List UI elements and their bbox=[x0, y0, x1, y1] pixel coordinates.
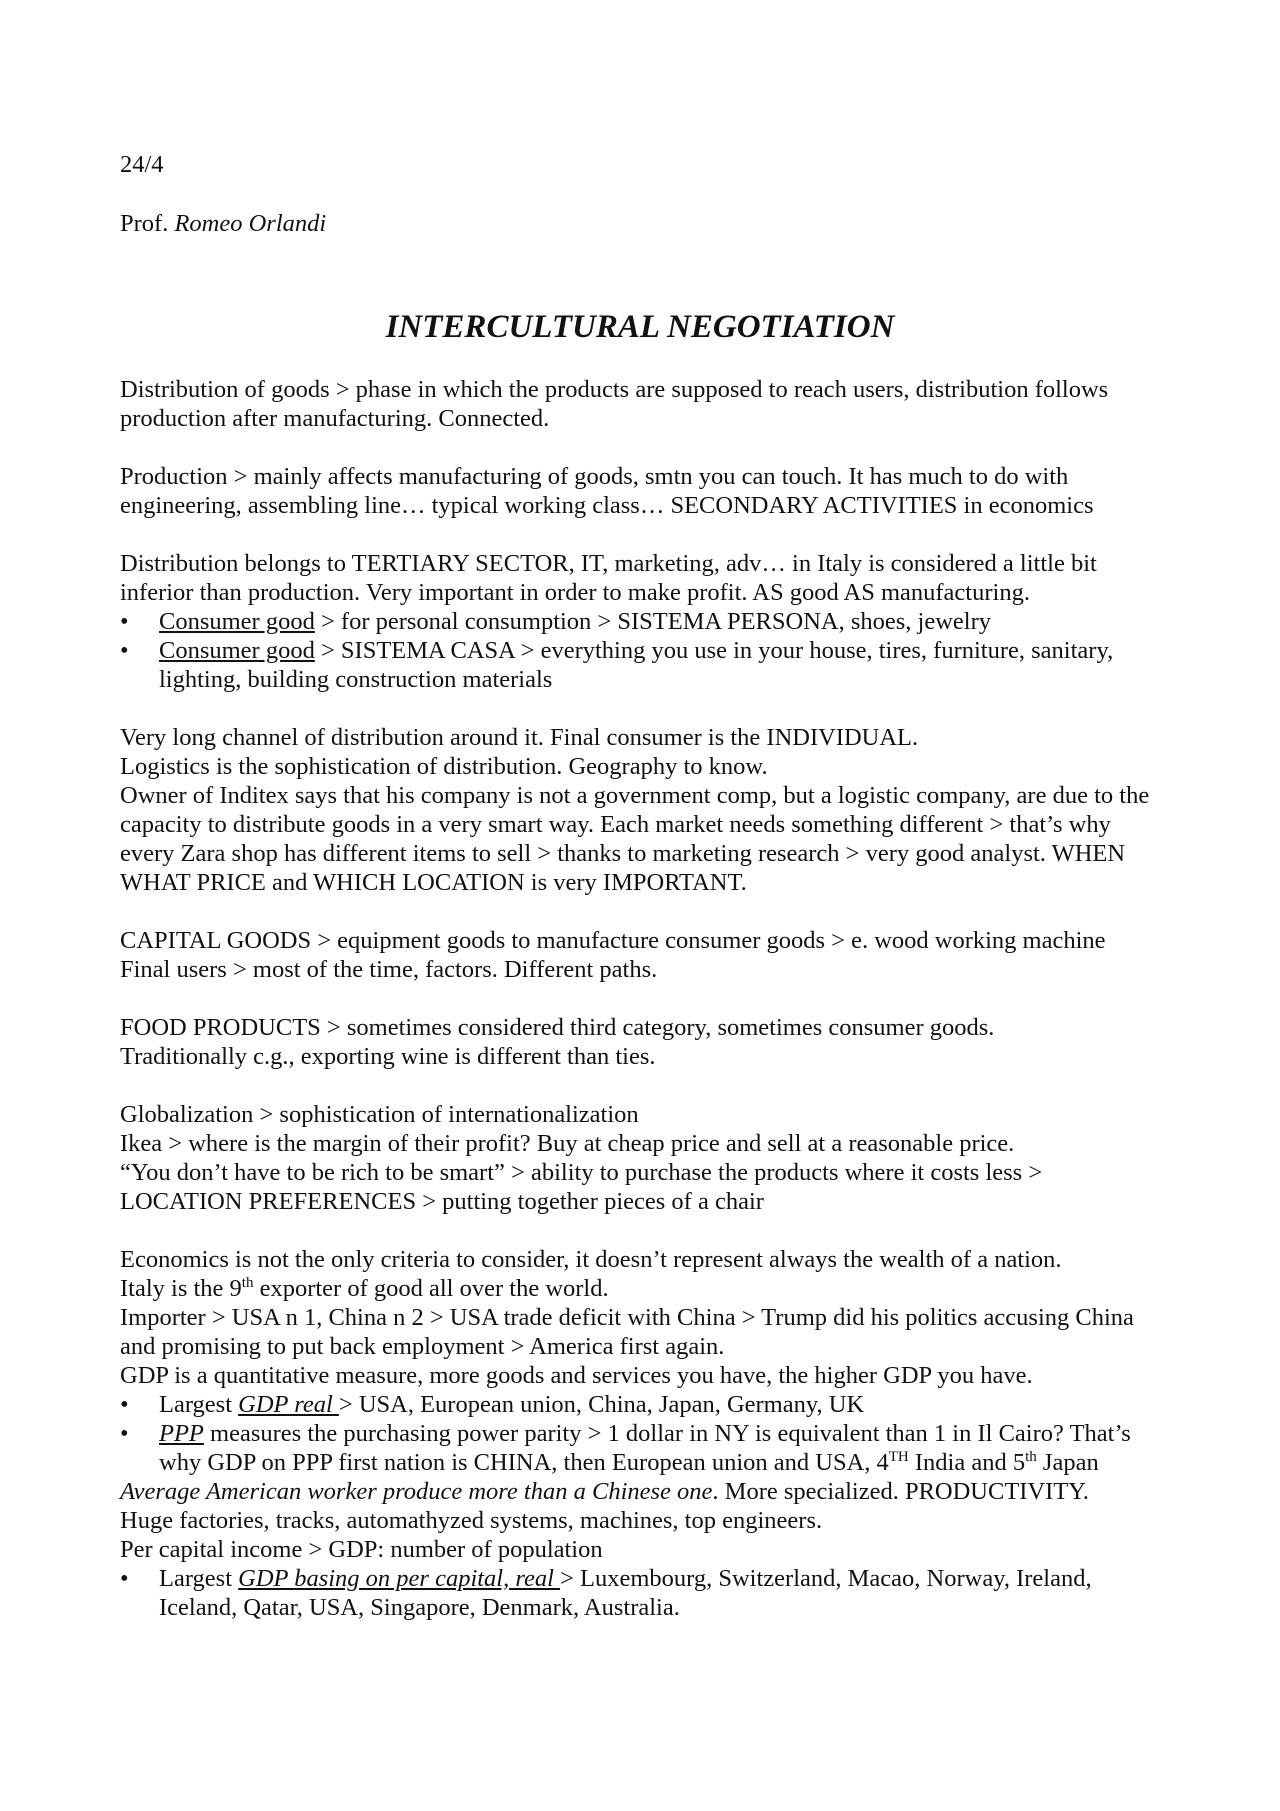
gdp-list bbox=[120, 1390, 1160, 1477]
list-item bbox=[120, 607, 1160, 636]
professor-line bbox=[120, 209, 1160, 238]
text-span: > USA, European union, China, Japan, Germany, UK bbox=[338, 1391, 865, 1418]
date-line: 24/4 bbox=[120, 151, 164, 178]
per-capita-list bbox=[120, 1564, 1160, 1622]
italic-statement: Average American worker produce more than a Chinese one bbox=[120, 1478, 713, 1505]
text-span: Largest bbox=[159, 1391, 239, 1418]
text-line: Logistics is the sophistication of distribution. Geography to know. bbox=[120, 753, 768, 780]
text-span: Japan bbox=[1036, 1449, 1099, 1476]
list-item-text: > SISTEMA CASA > everything you use in your house, tires, furniture, sanitary, lighting, building construction materials bbox=[159, 637, 1114, 693]
gdp-per-capita-label: GDP basing on per capital, real bbox=[238, 1565, 561, 1592]
text-line: Very long channel of distribution around it. Final consumer is the INDIVIDUAL. bbox=[120, 724, 919, 751]
text-line bbox=[120, 1274, 1160, 1303]
block-capital-goods bbox=[120, 926, 1160, 984]
text-line: CAPITAL GOODS > equipment goods to manufacture consumer goods > e. wood working machine bbox=[120, 927, 1106, 954]
text-span: Italy is the 9 bbox=[120, 1275, 242, 1302]
list-item bbox=[120, 636, 1160, 694]
block-logistics bbox=[120, 723, 1160, 897]
ppp-label: PPP bbox=[159, 1420, 204, 1447]
text-line: Huge factories, tracks, automathyzed systems, machines, top engineers. bbox=[120, 1507, 823, 1534]
block-economics bbox=[120, 1245, 1160, 1622]
paragraph-distribution: Distribution of goods > phase in which the products are supposed to reach users, distribution follows production after manufacturing. Connected. bbox=[120, 376, 1109, 432]
professor-prefix: Prof. bbox=[120, 210, 175, 237]
bullet-symbol: • bbox=[120, 1565, 129, 1592]
consumer-good-label: Consumer good bbox=[159, 637, 315, 664]
paragraph-production: Production > mainly affects manufacturing of goods, smtn you can touch. It has much to do with engineering, assembling line… typical working class… SECONDARY ACTIVITIES in economics bbox=[120, 463, 1094, 519]
list-item bbox=[120, 1419, 1160, 1477]
list-item-text: > for personal consumption > SISTEMA PERSONA, shoes, jewelry bbox=[314, 608, 992, 635]
text-line: Owner of Inditex says that his company is not a government comp, but a logistic company, are due to the capacity to distribute goods in a very smart way. Each market needs something different > that’s why every Zara shop has different items to sell > thanks to marketing research > very good analyst. WHEN WHAT PRICE and WHICH LOCATION is very IMPORTANT. bbox=[120, 782, 1150, 896]
superscript: th bbox=[241, 1274, 254, 1291]
text-span: exporter of good all over the world. bbox=[253, 1275, 609, 1302]
list-item bbox=[120, 1390, 1160, 1419]
text-line: Globalization > sophistication of internationalization bbox=[120, 1101, 639, 1128]
consumer-goods-list bbox=[120, 607, 1160, 694]
consumer-good-label: Consumer good bbox=[159, 608, 315, 635]
bullet-symbol: • bbox=[120, 608, 129, 635]
text-line: Importer > USA n 1, China n 2 > USA trade deficit with China > Trump did his politics accusing China and promising to put back employment > America first again. bbox=[120, 1304, 1134, 1360]
text-line bbox=[120, 1477, 1160, 1506]
bullet-symbol: • bbox=[120, 637, 129, 664]
text-line: GDP is a quantitative measure, more goods and services you have, the higher GDP you have. bbox=[120, 1362, 1033, 1389]
text-line: Per capital income > GDP: number of population bbox=[120, 1536, 603, 1563]
text-span: . More specialized. PRODUCTIVITY. bbox=[712, 1478, 1089, 1505]
block-food-products bbox=[120, 1013, 1160, 1071]
block-globalization bbox=[120, 1100, 1160, 1216]
bullet-symbol: • bbox=[120, 1391, 129, 1418]
text-span: India and 5 bbox=[908, 1449, 1026, 1476]
text-line: Ikea > where is the margin of their profit? Buy at cheap price and sell at a reasonable price. bbox=[120, 1130, 1015, 1157]
text-line: Final users > most of the time, factors. Different paths. bbox=[120, 956, 658, 983]
gdp-real-label: GDP real bbox=[238, 1391, 339, 1418]
text-span: measures the purchasing power parity > 1 dollar in NY is equivalent than 1 in Il Cairo? That’s why GDP on PPP first nation is CHINA, then European union and USA, 4 bbox=[159, 1420, 1131, 1476]
bullet-symbol: • bbox=[120, 1420, 129, 1447]
paragraph-tertiary: Distribution belongs to TERTIARY SECTOR, IT, marketing, adv… in Italy is considered a little bit inferior than production. Very important in order to make profit. AS good AS manufacturing. bbox=[120, 550, 1097, 606]
text-span: Largest bbox=[159, 1565, 239, 1592]
text-line: FOOD PRODUCTS > sometimes considered third category, sometimes consumer goods. bbox=[120, 1014, 995, 1041]
text-line: Traditionally c.g., exporting wine is different than ties. bbox=[120, 1043, 656, 1070]
text-line: Economics is not the only criteria to consider, it doesn’t represent always the wealth of a nation. bbox=[120, 1246, 1062, 1273]
superscript: TH bbox=[888, 1448, 909, 1465]
text-line: “You don’t have to be rich to be smart” > ability to purchase the products where it costs less > LOCATION PREFERENCES > putting together pieces of a chair bbox=[120, 1159, 1043, 1215]
text-span: > Luxembourg, Switzerland, Macao, Norway, Ireland, Iceland, Qatar, USA, Singapore, Denmark, Australia. bbox=[159, 1565, 1092, 1621]
list-item bbox=[120, 1564, 1160, 1622]
superscript: th bbox=[1025, 1448, 1037, 1465]
document-title: INTERCULTURAL NEGOTIATION bbox=[385, 309, 895, 345]
professor-name: Romeo Orlandi bbox=[174, 210, 327, 237]
